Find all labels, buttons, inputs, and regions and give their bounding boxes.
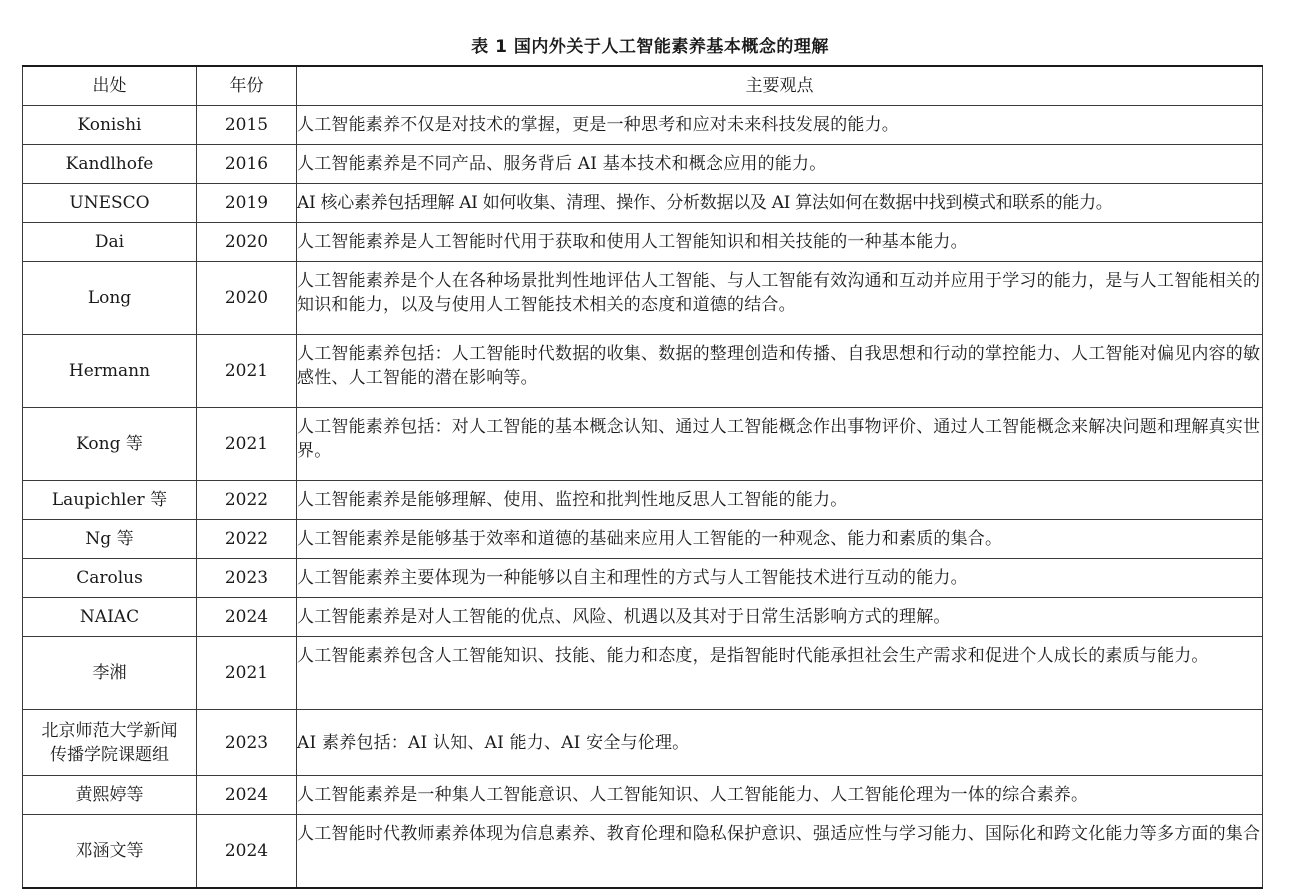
- table-row: [23, 106, 1263, 145]
- year-cell: 2021: [197, 637, 297, 710]
- year-cell: 2015: [197, 106, 297, 145]
- source-cell: 黄熙婷等: [23, 776, 197, 815]
- source-cell: Kong 等: [23, 408, 197, 481]
- table-row: [23, 335, 1263, 408]
- concept-table: [22, 65, 1263, 889]
- year-cell: 2024: [197, 776, 297, 815]
- view-cell: AI 核心素养包括理解 AI 如何收集、清理、操作、分析数据以及 AI 算法如何在数据中找到模式和联系的能力。: [297, 184, 1263, 223]
- view-cell: 人工智能素养是能够理解、使用、监控和批判性地反思人工智能的能力。: [297, 481, 1263, 520]
- header-view: 主要观点: [297, 66, 1263, 106]
- year-cell: 2020: [197, 262, 297, 335]
- source-cell: Ng 等: [23, 520, 197, 559]
- table-row: [23, 408, 1263, 481]
- table-row: [23, 598, 1263, 637]
- view-cell: 人工智能素养是能够基于效率和道德的基础来应用人工智能的一种观念、能力和素质的集合。: [297, 520, 1263, 559]
- source-cell: UNESCO: [23, 184, 197, 223]
- year-cell: 2016: [197, 145, 297, 184]
- view-cell: 人工智能素养是对人工智能的优点、风险、机遇以及其对于日常生活影响方式的理解。: [297, 598, 1263, 637]
- year-cell: 2022: [197, 520, 297, 559]
- source-cell: Carolus: [23, 559, 197, 598]
- source-cell: 李湘: [23, 637, 197, 710]
- table-row: [23, 223, 1263, 262]
- header-source: 出处: [23, 66, 197, 106]
- table-row: [23, 145, 1263, 184]
- year-cell: 2021: [197, 335, 297, 408]
- year-cell: 2020: [197, 223, 297, 262]
- view-cell: 人工智能素养是个人在各种场景批判性地评估人工智能、与人工智能有效沟通和互动并应用于学习的能力，是与人工智能相关的知识和能力，以及与使用人工智能技术相关的态度和道德的结合。: [297, 262, 1263, 335]
- source-cell: 邓涵文等: [23, 815, 197, 889]
- source-cell: Long: [23, 262, 197, 335]
- source-cell: Hermann: [23, 335, 197, 408]
- header-year: 年份: [197, 66, 297, 106]
- source-cell: NAIAC: [23, 598, 197, 637]
- table-row: [23, 520, 1263, 559]
- table-row: [23, 481, 1263, 520]
- year-cell: 2023: [197, 559, 297, 598]
- year-cell: 2022: [197, 481, 297, 520]
- year-cell: 2024: [197, 815, 297, 889]
- source-cell: Laupichler 等: [23, 481, 197, 520]
- table-row: [23, 710, 1263, 776]
- view-cell: 人工智能素养主要体现为一种能够以自主和理性的方式与人工智能技术进行互动的能力。: [297, 559, 1263, 598]
- view-cell: 人工智能素养是人工智能时代用于获取和使用人工智能知识和相关技能的一种基本能力。: [297, 223, 1263, 262]
- view-cell: 人工智能素养包含人工智能知识、技能、能力和态度，是指智能时代能承担社会生产需求和促进个人成长的素质与能力。: [297, 637, 1263, 710]
- view-cell: 人工智能时代教师素养体现为信息素养、教育伦理和隐私保护意识、强适应性与学习能力、国际化和跨文化能力等多方面的集合: [297, 815, 1263, 889]
- view-cell: 人工智能素养是一种集人工智能意识、人工智能知识、人工智能能力、人工智能伦理为一体的综合素养。: [297, 776, 1263, 815]
- year-cell: 2023: [197, 710, 297, 776]
- source-cell: Konishi: [23, 106, 197, 145]
- year-cell: 2019: [197, 184, 297, 223]
- year-cell: 2021: [197, 408, 297, 481]
- table-row: [23, 184, 1263, 223]
- table-row: [23, 262, 1263, 335]
- view-cell: 人工智能素养不仅是对技术的掌握，更是一种思考和应对未来科技发展的能力。: [297, 106, 1263, 145]
- view-cell: 人工智能素养包括：人工智能时代数据的收集、数据的整理创造和传播、自我思想和行动的掌控能力、人工智能对偏见内容的敏感性、人工智能的潜在影响等。: [297, 335, 1263, 408]
- table-row: [23, 815, 1263, 889]
- table-header-row: [23, 66, 1263, 106]
- table-row: [23, 776, 1263, 815]
- source-cell: 北京师范大学新闻传播学院课题组: [23, 710, 197, 776]
- table-caption: 表 1 国内外关于人工智能素养基本概念的理解: [471, 37, 829, 57]
- view-cell: AI 素养包括：AI 认知、AI 能力、AI 安全与伦理。: [297, 710, 1263, 776]
- table-row: [23, 637, 1263, 710]
- view-cell: 人工智能素养包括：对人工智能的基本概念认知、通过人工智能概念作出事物评价、通过人工智能概念来解决问题和理解真实世界。: [297, 408, 1263, 481]
- view-cell: 人工智能素养是不同产品、服务背后 AI 基本技术和概念应用的能力。: [297, 145, 1263, 184]
- source-cell: Dai: [23, 223, 197, 262]
- source-cell: Kandlhofe: [23, 145, 197, 184]
- table-row: [23, 559, 1263, 598]
- year-cell: 2024: [197, 598, 297, 637]
